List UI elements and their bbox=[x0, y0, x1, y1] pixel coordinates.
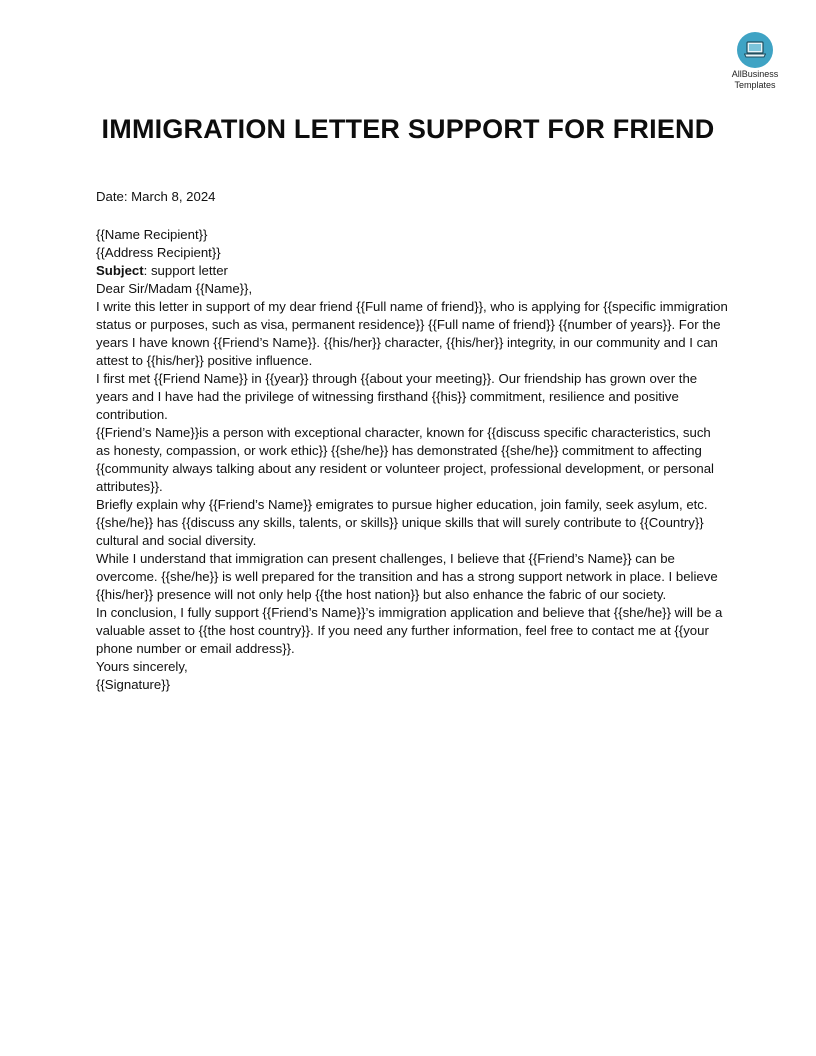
recipient-address: {{Address Recipient}} bbox=[96, 245, 221, 260]
paragraph-character: {{Friend’s Name}}is a person with exceptional character, known for {{discuss specific characteristics, such as honesty, compassion, or work ethic}} {{she/he}} has demonstrated {{she/he}} commitment to affecting {{community always talking about any resident or volunteer project, professional development, or personal attributes}}. bbox=[96, 425, 714, 494]
paragraph-first-meeting: I first met {{Friend Name}} in {{year}} through {{about your meeting}}. Our friendship has grown over the years and I have had the privilege of witnessing firsthand {{his}} commitment, resilience and positive contribution. bbox=[96, 371, 698, 422]
laptop-icon bbox=[744, 41, 766, 58]
salutation: Dear Sir/Madam {{Name}}, bbox=[96, 281, 253, 296]
paragraph-support-intro: I write this letter in support of my dear friend {{Full name of friend}}, who is applying for {{specific immigration status or purposes, such as visa, permanent residence}} {{Full name of friend}} {{number of years}}. For the years I have known {{Friend’s Name}}. {{his/her}} character, {{his/her}} integrity, in our community and I can attest to {{his/her}} positive influence. bbox=[96, 299, 728, 368]
letter-date: Date: March 8, 2024 bbox=[96, 189, 216, 204]
paragraph-reason: Briefly explain why {{Friend’s Name}} emigrates to pursue higher education, join family, seek asylum, etc. {{she/he}} has {{discuss any skills, talents, or skills}} unique skills that will surely contribute to {{Country}} cultural and social diversity. bbox=[96, 497, 708, 548]
signature: {{Signature}} bbox=[96, 677, 171, 692]
subject-label: Subject bbox=[96, 263, 144, 278]
document-title: IMMIGRATION LETTER SUPPORT FOR FRIEND bbox=[101, 114, 715, 144]
subject-text: : support letter bbox=[143, 263, 228, 278]
subject-line bbox=[96, 262, 728, 280]
paragraph-challenges: While I understand that immigration can present challenges, I believe that {{Friend’s Name}} can be overcome. {{she/he}} is well prepared for the transition and has a strong support network in place. I believe {{his/her}} presence will not only help {{the host nation}} but also enhance the fabric of our society. bbox=[96, 551, 718, 602]
logo-text-line1: AllBusiness bbox=[731, 69, 779, 79]
recipient-name: {{Name Recipient}} bbox=[96, 227, 208, 242]
allbusiness-templates-logo bbox=[727, 32, 783, 90]
logo-text-line2: Templates bbox=[734, 80, 776, 90]
logo-badge bbox=[737, 32, 773, 68]
closing: Yours sincerely, bbox=[96, 659, 188, 674]
recipient-block bbox=[96, 226, 728, 262]
paragraph-conclusion: In conclusion, I fully support {{Friend’s Name}}’s immigration application and believe that {{she/he}} will be a valuable asset to {{the host country}}. If you need any further information, feel free to contact me at {{your phone number or email address}}. bbox=[96, 605, 723, 656]
letter-body bbox=[96, 188, 728, 694]
